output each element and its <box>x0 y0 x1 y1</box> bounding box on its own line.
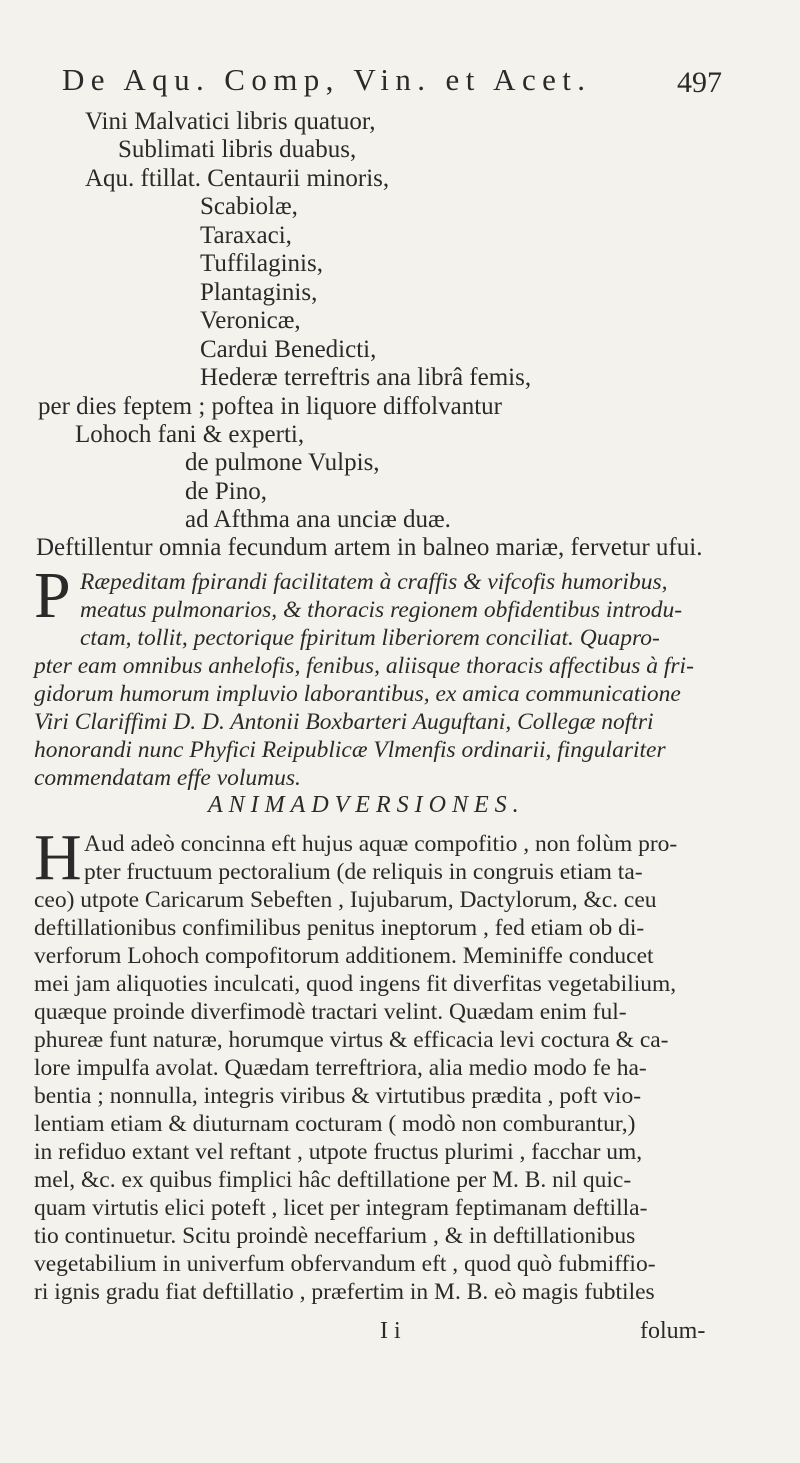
drop-cap: H <box>34 821 82 894</box>
paragraph-line: verforum Lohoch compofitorum additionem. Meminiffe conducet <box>34 943 654 969</box>
paragraph-line: lore impulfa avolat. Quædam terreftriora, alia medio modo fe ha- <box>34 1055 647 1081</box>
recipe-line: Deftillentur omnia fecundum artem in balneo mariæ, fervetur ufui. <box>36 534 703 561</box>
paragraph-line: ctam, tollit, pectorique fpiritum liberiorem conciliat. Quapro- <box>80 625 660 651</box>
paragraph-line: Viri Clariffimi D. D. Antonii Boxbarteri Auguftani, Collegæ noftri <box>34 709 654 735</box>
paragraph-line: meatus pulmonarios, & thoracis regionem obfidentibus introdu- <box>80 597 683 623</box>
paragraph-line: vegetabilium in univerfum obfervandum eft , quod quò fubmiffio- <box>34 1251 656 1277</box>
running-header <box>62 62 722 106</box>
paragraph-line: commendatam effe volumus. <box>34 765 301 791</box>
recipe-line: Lohoch fani & experti, <box>75 421 305 448</box>
paragraph-line: tio continuetur. Scitu proindè neceffarium , & in deftillationibus <box>34 1223 636 1249</box>
paragraph-line: honorandi nunc Phyfici Reipublicæ Vlmenfis ordinarii, fingulariter <box>34 737 666 763</box>
recipe-line: Plantaginis, <box>200 279 318 306</box>
paragraph-line: pter eam omnibus anhelofis, fenibus, aliisque thoracis affectibus à fri- <box>34 653 694 679</box>
recipe-line: per dies feptem ; poftea in liquore diffolvantur <box>38 393 502 420</box>
page-number: 497 <box>677 66 722 99</box>
paragraph-line: bentia ; nonnulla, integris viribus & virtutibus prædita , poft vio- <box>34 1083 642 1109</box>
signature-mark: I i <box>380 1318 401 1344</box>
paragraph-line: gidorum humorum impluvio laborantibus, ex amica communicatione <box>34 681 681 707</box>
recipe-line: Sublimati libris duabus, <box>118 136 357 163</box>
paragraph-line: pter fructuum pectoralium (de reliquis in congruis etiam ta- <box>84 859 643 885</box>
paragraph-line: Ræpeditam fpirandi facilitatem à craffis & vifcofis humoribus, <box>80 569 668 595</box>
recipe-line: Scabiolæ, <box>200 193 298 220</box>
paragraph-line: ri ignis gradu fiat deftillatio , præfertim in M. B. eò magis fubtiles <box>34 1279 655 1305</box>
paragraph-line: mei jam aliquoties inculcati, quod ingens fit diverfitas vegetabilium, <box>34 971 677 997</box>
section-heading: ANIMADVERSIONES. <box>208 792 525 818</box>
recipe-line: Veronicæ, <box>200 307 301 334</box>
paragraph-line: deftillationibus confimilibus penitus ineptorum , fed etiam ob di- <box>34 915 645 941</box>
running-title: De Aqu. Comp, Vin. et Acet. <box>62 62 592 97</box>
catchword: folum- <box>640 1318 706 1344</box>
recipe-line: Tuffilaginis, <box>200 250 323 277</box>
recipe-line: Aqu. ftillat. Centaurii minoris, <box>85 165 390 192</box>
recipe-line: Taraxaci, <box>200 222 292 249</box>
recipe-line: de Pino, <box>185 478 267 505</box>
recipe-line: Vini Malvatici libris quatuor, <box>85 108 376 135</box>
paragraph-line: Aud adeò concinna eft hujus aquæ compofitio , non folùm pro- <box>84 831 678 857</box>
recipe-line: ad Afthma ana unciæ duæ. <box>185 506 451 533</box>
paragraph-line: mel, &c. ex quibus fimplici hâc deftillatione per M. B. nil quic- <box>34 1167 632 1193</box>
recipe-line: Cardui Benedicti, <box>200 336 377 363</box>
drop-cap: P <box>34 559 71 632</box>
paragraph-line: quam virtutis elici poteft , licet per integram feptimanam deftilla- <box>34 1195 648 1221</box>
paragraph-line: phureæ funt naturæ, horumque virtus & efficacia levi coctura & ca- <box>34 1027 669 1053</box>
paragraph-line: quæque proinde diverfimodè tractari velint. Quædam enim ful- <box>34 999 627 1025</box>
recipe-line: de pulmone Vulpis, <box>185 449 380 476</box>
paragraph-line: ceo) utpote Caricarum Sebeften , Iujubarum, Dactylorum, &c. ceu <box>34 887 657 913</box>
paragraph-line: lentiam etiam & diuturnam cocturam ( modò non comburantur,) <box>34 1111 636 1137</box>
recipe-line: Hederæ terreftris ana librâ femis, <box>200 364 532 391</box>
paragraph-line: in refiduo extant vel reftant , utpote fructus plurimi , facchar um, <box>34 1139 643 1165</box>
